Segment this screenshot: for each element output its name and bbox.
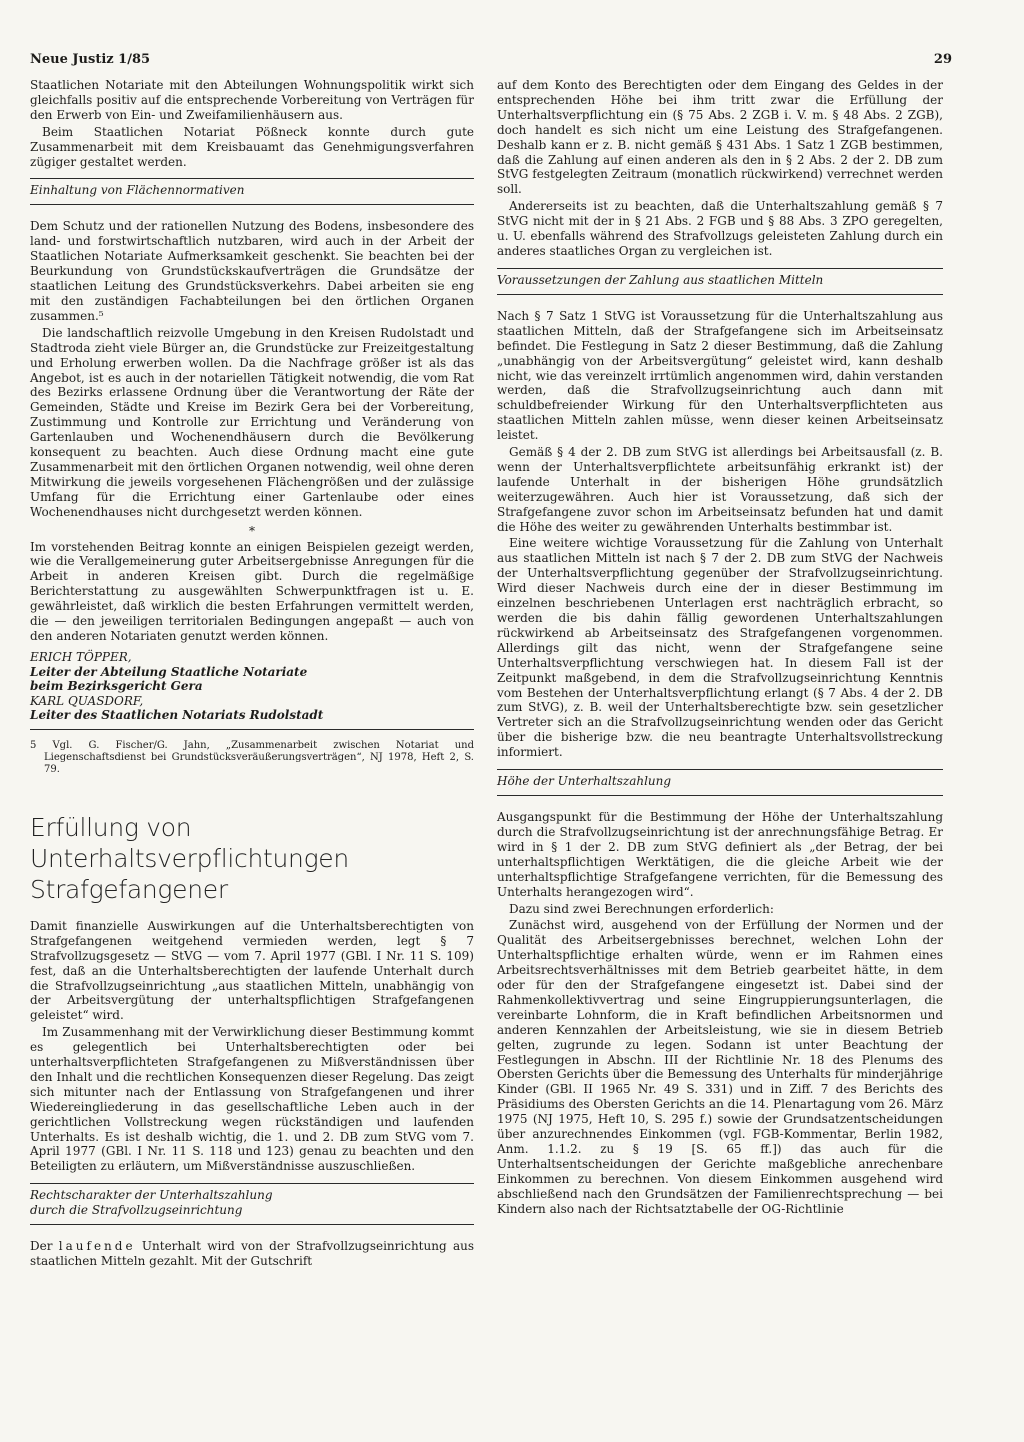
section-heading: Voraussetzungen der Zahlung aus staatlichen Mitteln <box>497 268 943 295</box>
paragraph: Ausgangspunkt für die Bestimmung der Höhe der Unterhaltszahlung durch die Strafvollzugseinrichtung ist der anrechnungsfähige Betrag. Er wird in § 1 der 2. DB zum StVG definiert als „der Betrag, der bei unterhaltspflichtigen Werktätigen, die die gleiche Arbeit wie der unterhaltspflichtige Strafgefangene verrichten, für die Bemessung des Unterhalts herangezogen wird“. <box>497 810 943 899</box>
paragraph: Staatlichen Notariate mit den Abteilungen Wohnungspolitik wirkt sich gleichfalls positiv auf die entsprechende Vorbereitung von Verträgen für den Erwerb von Ein- und Zweifamilienhäusern aus. <box>30 78 474 122</box>
paragraph: Dem Schutz und der rationellen Nutzung des Bodens, insbesondere des land- und forstwirtschaftlich nutzbaren, wird auch in der Arbeit der Staatlichen Notariate Aufmerksamkeit geschenkt. Sie beachten bei der Beurkundung von Grundstückskaufverträgen die Grundsätze der staatlichen Leitung des Grundstücksverkehrs. Dabei arbeiten sie eng mit den zuständigen Fachabteilungen bei den örtlichen Organen zusammen.⁵ <box>30 219 474 323</box>
paragraph: Im Zusammenhang mit der Verwirklichung dieser Bestimmung kommt es gelegentlich bei Unterhaltsberechtigten oder bei unterhaltsverpflichteten Strafgefangenen zu Mißverständnissen über den Inhalt und die rechtlichen Konsequenzen dieser Regelung. Das zeigt sich mitunter nach der Entlassung von Strafgefangenen und ihrer Wiedereingliederung in das gesellschaftliche Leben auch in der gerichtlichen Vollstreckung wegen rückständigen und laufenden Unterhalts. Es ist deshalb wichtig, die 1. und 2. DB zum StVG vom 7. April 1977 (GBl. I Nr. 11 S. 118 und 123) genau zu beachten und den Beteiligten zu erläutern, um Mißverständnisse auszuschließen. <box>30 1025 474 1174</box>
section-heading: Einhaltung von Flächennormativen <box>30 178 474 205</box>
author-role: Leiter des Staatlichen Notariats Rudolstadt <box>30 708 324 723</box>
paragraph: Die landschaftlich reizvolle Umgebung in den Kreisen Rudolstadt und Stadtroda zieht viele Bürger an, die Grundstücke zur Freizeitgestaltung und Erholung erwerben wollen. Da die Nachfrage größer ist als das Angebot, ist es auch in der notariellen Tätigkeit notwendig, die vom Rat des Bezirks erlassene Ordnung über die Verantwortung der Räte der Gemeinden, Städte und Kreise im Bezirk Gera bei der Vorbereitung, Zustimmung und Kontrolle zur Errichtung und Veränderung von Gartenlauben und Wochenendhäusern durch die Bevölkerung konsequent zu beachten. Auch diese Ordnung macht eine gute Zusammenarbeit mit den örtlichen Organen notwendig, weil ohne deren Mitwirkung die jeweils vorgesehenen Flächengrößen und der zulässige Umfang für die Errichtung einer Gartenlaube oder eines Wochenendhauses nicht durchgesetzt werden können. <box>30 325 474 519</box>
left-column <box>30 78 474 1271</box>
page-number: 29 <box>933 52 952 67</box>
author-name: KARL QUASDORF, <box>30 693 144 708</box>
author-role: Leiter der Abteilung Staatliche Notariate <box>30 664 308 679</box>
section-heading-line: durch die Strafvollzugseinrichtung <box>30 1203 243 1218</box>
paragraph: Beim Staatlichen Notariat Pößneck konnte durch gute Zusammenarbeit mit dem Kreisbauamt das Genehmigungsverfahren zügiger gestaltet werden. <box>30 124 474 169</box>
text-run: Unterhalt wird von der Strafvollzugseinrichtung aus staatlichen Mitteln gezahlt. Mit der Gutschrift <box>30 1239 474 1269</box>
journal-title: Neue Justiz 1/85 <box>30 52 151 67</box>
paragraph: Damit finanzielle Auswirkungen auf die Unterhaltsberechtigten von Strafgefangenen weitgehend vermieden werden, legt § 7 Strafvollzugsgesetz — StVG — vom 7. April 1977 (GBl. I Nr. 11 S. 109) fest, daß an die Unterhaltsberechtigten der laufende Unterhalt durch die Strafvollzugseinrichtung „aus staatlichen Mitteln, unabhängig von der Arbeitsvergütung der unterhaltspflichtigen Strafgefangenen geleistet“ wird. <box>30 918 474 1023</box>
author-name: ERICH TÖPPER, <box>30 649 132 664</box>
footnote: 5 Vgl. G. Fischer/G. Jahn, „Zusammenarbeit zwischen Notariat und Liegenschaftsdienst bei Grundstücksveräußerungsverträgen“, NJ 1978, Heft 2, S. 79. <box>30 739 474 775</box>
page-header <box>30 52 952 72</box>
paragraph: auf dem Konto des Berechtigten oder dem Eingang des Geldes in der entsprechenden Höhe bei ihm tritt zwar die Erfüllung der Unterhaltsverpflichtung ein (§ 75 Abs. 2 ZGB i. V. m. § 48 Abs. 2 ZGB), doch handelt es sich nicht um eine Leistung des Strafgefangenen. Deshalb kann er z. B. nicht gemäß § 431 Abs. 1 Satz 1 ZGB bestimmen, daß die Zahlung auf einen anderen als den in § 2 Abs. 2 der 2. DB zum StVG festgelegten Zeitraum (monatlich rückwirkend) verrechnet werden soll. <box>497 78 943 197</box>
paragraph: Im vorstehenden Beitrag konnte an einigen Beispielen gezeigt werden, wie die Verallgemeinerung guter Arbeitsergebnisse Anregungen für die Arbeit in anderen Kreisen gibt. Durch die regelmäßige Berichterstattung zu ausgewählten Schwerpunktfragen ist u. E. gewährleistet, daß wirklich die besten Erfahrungen vermittelt werden, die — den jeweiligen territorialen Bedingungen angepaßt — auch von den anderen Notariaten genutzt werden können. <box>30 539 474 643</box>
section-separator: * <box>249 523 255 538</box>
section-heading: Höhe der Unterhaltszahlung <box>497 769 943 796</box>
paragraph: Dazu sind zwei Berechnungen erforderlich: <box>509 901 774 916</box>
paragraph: Zunächst wird, ausgehend von der Erfüllung der Normen und der Qualität des Arbeitsergebnisses berechnet, welchen Lohn der Unterhaltspflichtige erhalten würde, wenn er im Rahmen eines Arbeitsrechtsverhältnisses mit dem Betrieb gearbeitet hätte, in dem oder für den der Strafgefangene eingesetzt ist. Dabei sind der Rahmenkollektivvertrag und seine Eingruppierungsunterlagen, die vereinbarte Lohnform, die in Kraft befindlichen Arbeitsnormen und anderen Kennzahlen der Arbeitsleistung, wie sie in diesem Betrieb gelten, zugrunde zu legen. Sodann ist unter Beachtung der Festlegungen in Abschn. III der Richtlinie Nr. 18 des Plenums des Obersten Gerichts über die Bemessung des Unterhalts für minderjährige Kinder (GBl. II 1965 Nr. 49 S. 331) und in Ziff. 7 des Berichts des Präsidiums des Obersten Gerichts an die 14. Plenartagung vom 26. März 1975 (NJ 1975, Heft 10, S. 295 f.) sowie der Grundsatzentscheidungen über anzurechnendes Einkommen (vgl. FGB-Kommentar, Berlin 1982, Anm. 1.1.2. zu § 19 [S. 65 ff.]) das auch für die Unterhaltsentscheidungen der Gerichte maßgebliche anrechenbare Einkommen zu berechnen. Von diesem Einkommen ausgehend wird abschließend nach den Grundsätzen der Familienrechtsprechung — bei Kindern also nach der Richtsatztabelle der OG-Richtlinie <box>497 918 943 1216</box>
paragraph: Nach § 7 Satz 1 StVG ist Voraussetzung für die Unterhaltszahlung aus staatlichen Mitteln, daß der Strafgefangene sich im Arbeitseinsatz befindet. Die Festlegung in Satz 2 dieser Bestimmung, daß die Zahlung „unabhängig von der Arbeitsvergütung“ geleistet wird, kann deshalb nicht, wie das vereinzelt irrtümlich angenommen wird, dahin verstanden werden, daß die Strafvollzugseinrichtung auch dann mit schuldbefreiender Wirkung für den Unterhaltsverpflichteten aus staatlichen Mitteln zahlen müsse, wenn dieser keinen Arbeitseinsatz leistet. <box>497 308 943 443</box>
section-heading-line: Rechtscharakter der Unterhaltszahlung <box>30 1188 273 1203</box>
paragraph: Gemäß § 4 der 2. DB zum StVG ist allerdings bei Arbeitsausfall (z. B. wenn der Unterhaltsverpflichtete arbeitsunfähig erkrankt ist) der laufende Unterhalt in der bisherigen Höhe grundsätzlich weiterzugewähren. Auch hier ist Voraussetzung, daß sich der Strafgefangene zuvor schon im Arbeitseinsatz befunden hat und damit die Höhe des weiter zu gewährenden Unterhalts bestimmbar ist. <box>497 445 943 534</box>
paragraph <box>30 1239 474 1269</box>
author-role: beim Bezirksgericht Gera <box>30 679 203 694</box>
signature-block <box>30 650 474 730</box>
section-heading <box>30 1183 474 1225</box>
spaced-emphasis: laufende <box>58 1239 136 1254</box>
paragraph: Eine weitere wichtige Voraussetzung für die Zahlung von Unterhalt aus staatlichen Mitteln ist nach § 7 der 2. DB zum StVG der Nachweis der Unterhaltsverpflichtung gegenüber der Strafvollzugseinrichtung. Wird dieser Nachweis durch eine der in dieser Bestimmung im einzelnen beschriebenen Unterlagen erst nachträglich erbracht, so werden die bis dahin fällig gewordenen Unterhaltszahlungen rückwirkend ab Arbeitseinsatz des Strafgefangenen vorgenommen. Allerdings gilt das nicht, wenn der Strafgefangene seine Unterhaltsverpflichtung verschwiegen hat. In diesem Fall ist der Zeitpunkt maßgebend, in dem die Strafvollzugseinrichtung Kenntnis vom Bestehen der Unterhaltsverpflichtung erlangt (§ 7 Abs. 4 der 2. DB zum StVG), z. B. weil der Unterhaltsberechtigte bzw. sein gesetzlicher Vertreter sich an die Strafvollzugseinrichtung wenden oder das Gericht über die bisherige bzw. die neu beantragte Unterhaltsvollstreckung informiert. <box>497 536 943 760</box>
article-headline: Erfüllung von Unterhaltsverpflichtungen Strafgefangener <box>30 812 349 904</box>
text-run: Der <box>30 1239 59 1254</box>
paragraph: Andererseits ist zu beachten, daß die Unterhaltszahlung gemäß § 7 StVG nicht mit der in § 21 Abs. 2 FGB und § 88 Abs. 3 ZPO geregelten, u. U. ebenfalls während des Strafvollzugs geleisteten Zahlung durch ein anderes staatliches Organ zu vergleichen ist. <box>497 199 943 258</box>
right-column <box>497 78 943 1219</box>
